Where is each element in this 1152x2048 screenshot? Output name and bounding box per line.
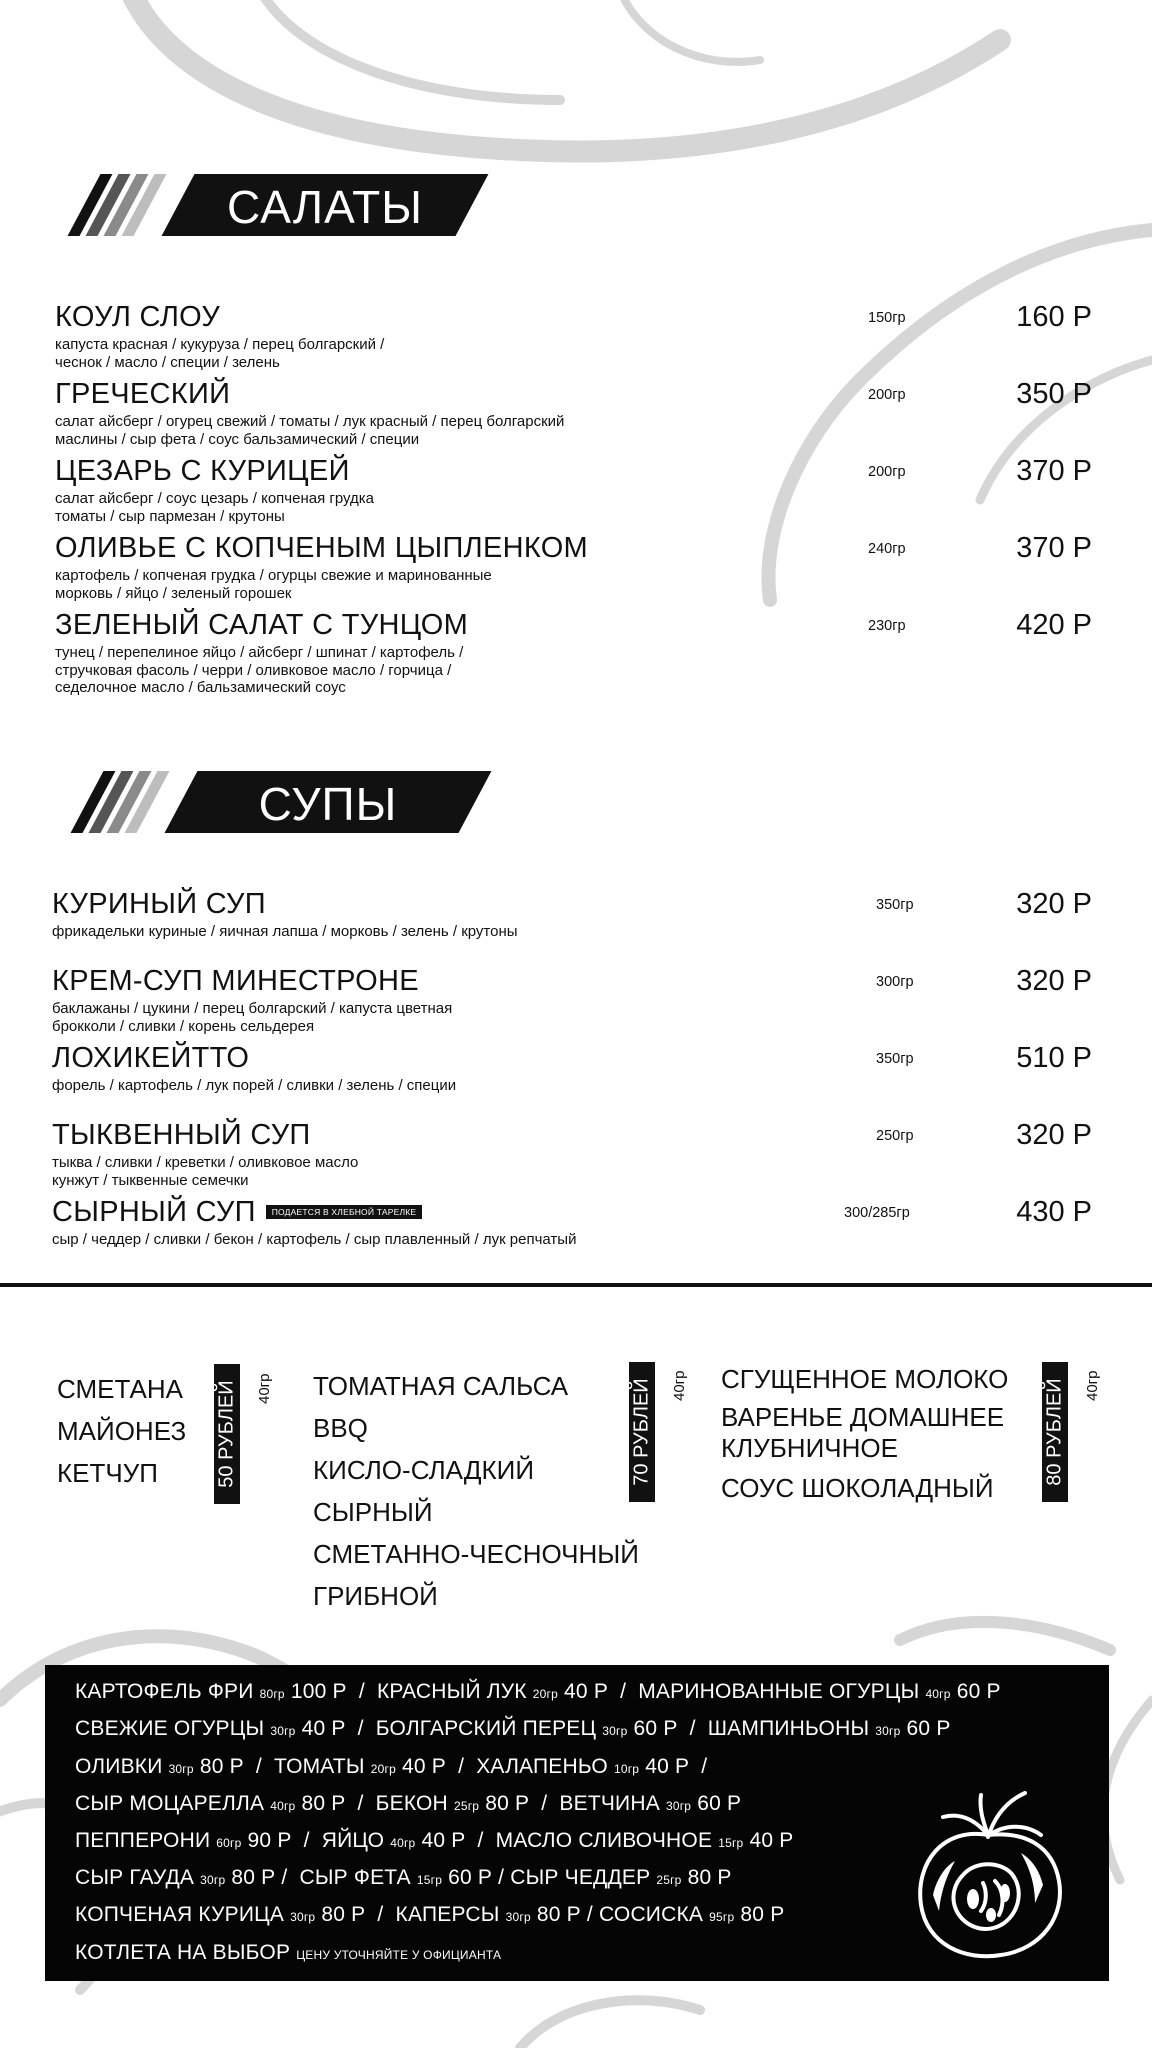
sauce-weight: 40гр [671, 1370, 688, 1401]
item-weight: 240гр [868, 541, 906, 557]
item-name: ГРЕЧЕСКИЙ [55, 378, 231, 410]
item-description: тыква / сливки / креветки / оливковое масло кунжут / тыквенные семечки [52, 1154, 359, 1189]
menu-item [55, 455, 1092, 525]
item-price: 320 Р [1016, 1119, 1092, 1151]
section-divider [0, 1283, 1152, 1287]
item-weight: 230гр [868, 618, 906, 634]
sauce-item: СОУС ШОКОЛАДНЫЙ [721, 1473, 994, 1503]
item-description: салат айсберг / огурец свежий / томаты / лук красный / перец болгарский маслины / сыр фета / соус бальзамический / специи [55, 413, 565, 448]
menu-item [55, 532, 1092, 602]
sauce-item: BBQ [313, 1413, 368, 1443]
sauce-item: СМЕТАННО-ЧЕСНОЧНЫЙ [313, 1539, 639, 1569]
sauce-weight: 40гр [1084, 1370, 1101, 1401]
addons-row: ПЕППЕРОНИ 60гр 90 Р / ЯЙЦО 40гр 40 Р / МАСЛО СЛИВОЧНОЕ 15гр 40 Р [75, 1829, 794, 1852]
section-banner-soups [73, 771, 523, 833]
item-weight: 150гр [868, 310, 906, 326]
item-weight: 300гр [876, 974, 914, 990]
addons-row: СЫР МОЦАРЕЛЛА 40гр 80 Р / БЕКОН 25гр 80 Р / ВЕТЧИНА 30гр 60 Р [75, 1792, 742, 1815]
sauce-group [721, 1360, 1041, 1507]
sauce-item: КИСЛО-СЛАДКИЙ [313, 1455, 534, 1485]
item-price: 420 Р [1016, 609, 1092, 641]
sauce-group [57, 1368, 186, 1494]
sauce-item: ТОМАТНАЯ САЛЬСА [313, 1371, 569, 1401]
item-price: 320 Р [1016, 965, 1092, 997]
section-banner-salads [70, 174, 520, 236]
item-name: КРЕМ-СУП МИНЕСТРОНЕ [52, 965, 419, 997]
item-name: КУРИНЫЙ СУП [52, 888, 266, 920]
menu-item [55, 378, 1092, 448]
sauce-item: КЕТЧУП [57, 1458, 158, 1488]
item-description: форель / картофель / лук порей / сливки / зелень / специи [52, 1077, 457, 1094]
menu-item [55, 609, 1092, 697]
addons-row: КОПЧЕНАЯ КУРИЦА 30гр 80 Р / КАПЕРСЫ 30гр 80 Р / СОСИСКА 95гр 80 Р [75, 1903, 785, 1926]
sauce-group [313, 1365, 639, 1617]
item-description: фрикадельки куриные / яичная лапша / морковь / зелень / крутоны [52, 923, 518, 940]
item-name: ЗЕЛЕНЫЙ САЛАТ С ТУНЦОМ [55, 609, 469, 641]
item-price: 160 Р [1016, 301, 1092, 333]
item-name: ЦЕЗАРЬ С КУРИЦЕЙ [55, 455, 350, 487]
item-name: ТЫКВЕННЫЙ СУП [52, 1119, 311, 1151]
item-price: 320 Р [1016, 888, 1092, 920]
item-weight: 350гр [876, 897, 914, 913]
sauce-item: МАЙОНЕЗ [57, 1416, 187, 1446]
tomato-icon [903, 1765, 1073, 1965]
item-name: КОУЛ СЛОУ [55, 301, 221, 333]
menu-item [52, 888, 1092, 941]
menu-item [52, 1196, 1092, 1249]
section-title: СУПЫ [258, 778, 398, 830]
item-name: СЫРНЫЙ СУП ПОДАЕТСЯ В ХЛЕБНОЙ ТАРЕЛКЕ [52, 1196, 1092, 1228]
item-price: 350 Р [1016, 378, 1092, 410]
sauce-price-label: 50 РУБЛЕЙ [214, 1364, 240, 1504]
addons-panel [45, 1665, 1109, 1981]
sauce-item: СГУЩЕННОЕ МОЛОКО [721, 1364, 1009, 1394]
item-price: 370 Р [1016, 455, 1092, 487]
sauce-item: ВАРЕНЬЕ ДОМАШНЕЕ КЛУБНИЧНОЕ [721, 1402, 1005, 1463]
sauce-price-label: 70 РУБЛЕЙ [629, 1362, 655, 1502]
item-weight: 350гр [876, 1051, 914, 1067]
item-description: баклажаны / цукини / перец болгарский / капуста цветная брокколи / сливки / корень сельдерея [52, 1000, 453, 1035]
serving-badge: ПОДАЕТСЯ В ХЛЕБНОЙ ТАРЕЛКЕ [266, 1205, 423, 1219]
menu-item [55, 301, 1092, 371]
item-description: капуста красная / кукуруза / перец болгарский / чеснок / масло / специи / зелень [55, 336, 385, 371]
section-title: САЛАТЫ [227, 181, 423, 233]
item-description: картофель / копченая грудка / огурцы свежие и маринованные морковь / яйцо / зеленый горошек [55, 567, 492, 602]
item-description: сыр / чеддер / сливки / бекон / картофель / сыр плавленный / лук репчатый [52, 1231, 577, 1248]
item-price: 510 Р [1016, 1042, 1092, 1074]
addons-row: КОТЛЕТА НА ВЫБОР ЦЕНУ УТОЧНЯЙТЕ У ОФИЦИАНТА [75, 1941, 502, 1964]
addons-row: ОЛИВКИ 30гр 80 Р / ТОМАТЫ 20гр 40 Р / ХАЛАПЕНЬО 10гр 40 Р / [75, 1755, 708, 1778]
item-weight: 300/285гр [844, 1205, 910, 1221]
addons-row: КАРТОФЕЛЬ ФРИ 80гр 100 Р / КРАСНЫЙ ЛУК 20гр 40 Р / МАРИНОВАННЫЕ ОГУРЦЫ 40гр 60 Р [75, 1680, 1001, 1703]
item-weight: 200гр [868, 464, 906, 480]
addons-row: СВЕЖИЕ ОГУРЦЫ 30гр 40 Р / БОЛГАРСКИЙ ПЕРЕЦ 30гр 60 Р / ШАМПИНЬОНЫ 30гр 60 Р [75, 1717, 951, 1740]
sauce-item: СЫРНЫЙ [313, 1497, 433, 1527]
sauce-weight: 40гр [256, 1373, 273, 1404]
menu-item [52, 1119, 1092, 1189]
item-weight: 250гр [876, 1128, 914, 1144]
sauce-item: ГРИБНОЙ [313, 1581, 438, 1611]
item-name: ОЛИВЬЕ С КОПЧЕНЫМ ЦЫПЛЕНКОМ [55, 532, 589, 564]
item-price: 370 Р [1016, 532, 1092, 564]
item-description: тунец / перепелиное яйцо / айсберг / шпинат / картофель / стручковая фасоль / черри / оливковое масло / горчица / седелочное масло / бальзамический соус [55, 644, 464, 696]
menu-item [52, 1042, 1092, 1095]
addons-row: СЫР ГАУДА 30гр 80 Р / СЫР ФЕТА 15гр 60 Р / СЫР ЧЕДДЕР 25гр 80 Р [75, 1866, 732, 1889]
sauce-item: СМЕТАНА [57, 1374, 183, 1404]
sauce-price-label: 80 РУБЛЕЙ [1042, 1362, 1068, 1502]
menu-item [52, 965, 1092, 1035]
item-weight: 200гр [868, 387, 906, 403]
item-description: салат айсберг / соус цезарь / копченая грудка томаты / сыр пармезан / крутоны [55, 490, 375, 525]
item-price: 430 Р [1016, 1196, 1092, 1228]
item-name: ЛОХИКЕЙТТО [52, 1042, 250, 1074]
